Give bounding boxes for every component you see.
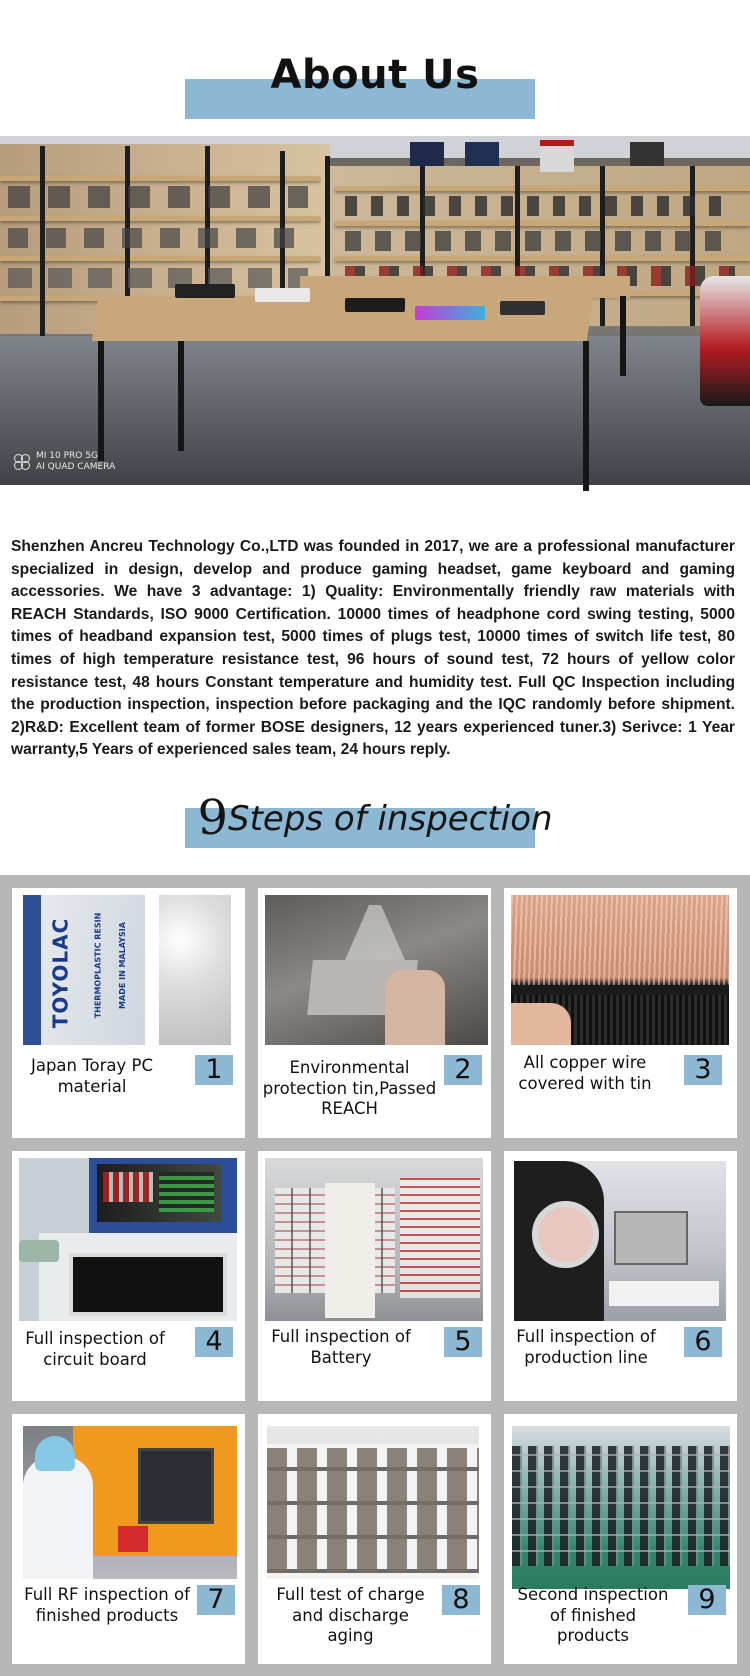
- step-number-2: 2: [444, 1055, 482, 1085]
- soldering-tin-photo: [265, 895, 488, 1045]
- rf-inspection-photo: [23, 1426, 237, 1579]
- watermark-model: MI 10 PRO 5G: [36, 451, 98, 461]
- step-number-5: 5: [444, 1327, 482, 1357]
- step-card-2: [258, 888, 491, 1138]
- showroom-photo: [0, 136, 750, 485]
- step-number-4: 4: [195, 1327, 233, 1357]
- step-card-4: [12, 1151, 245, 1401]
- step-number-7: 7: [197, 1585, 235, 1615]
- step-caption-6: Full inspection of production line: [516, 1327, 656, 1367]
- resin-bag-photo: [14, 895, 145, 1045]
- step-card-8: [258, 1414, 491, 1664]
- step-caption-4: Full inspection of circuit board: [25, 1329, 165, 1369]
- step-caption-3: All copper wire covered with tin: [518, 1053, 652, 1093]
- step-number-6: 6: [684, 1327, 722, 1357]
- bag-resin-text: THERMOPLASTIC RESIN: [93, 912, 103, 1019]
- steps-title-number: 9: [197, 790, 228, 846]
- step-card-5: [258, 1151, 491, 1401]
- resin-pellets-photo: [159, 895, 231, 1045]
- step-caption-5: Full inspection of Battery: [271, 1327, 411, 1367]
- circuit-board-tester-photo: [19, 1158, 237, 1321]
- step-number-3: 3: [684, 1055, 722, 1085]
- step-number-9: 9: [688, 1585, 726, 1615]
- step-number-1: 1: [195, 1055, 233, 1085]
- camera-watermark: [14, 451, 115, 473]
- step-card-6: [504, 1151, 737, 1401]
- steps-title-text: Steps of inspection: [228, 799, 553, 839]
- step-caption-2: Environmental protection tin,Passed REACH: [262, 1058, 437, 1118]
- step-card-3: [504, 888, 737, 1138]
- production-line-photo: [514, 1161, 726, 1321]
- bag-brand-text: TORAY: [14, 1001, 26, 1040]
- step-card-9: [504, 1414, 737, 1664]
- about-title: About Us: [270, 52, 480, 98]
- bag-origin-text: MADE IN MALAYSIA: [117, 922, 127, 1009]
- company-description: Shenzhen Ancreu Technology Co.,LTD was founded in 2017, we are a professional manufacturer specialized in design, develop and produce gaming headset, game keyboard and gaming accessories. We have 3 advantage: 1) Quality: Environmentally friendly raw materials with REACH Standards, ISO 9000 Certification. 10000 times of headphone cord swing testing, 5000 times of headband expansion test, 5000 times of plugs test, 10000 times of switch life test, 80 times of high temperature resistance test, 96 hours of sound test, 72 hours of yellow color resistance test, 48 hours Constant temperature and humidity test. Full QC Inspection including the production inspection, inspection before packaging and the IQC randomly before shipment. 2)R&D: Excellent team of former BOSE designers, 12 years experienced tuner.3) Serivce: 1 Year warranty,5 Years of experienced sales team, 24 hours reply.: [11, 538, 735, 759]
- step-card-1: [12, 888, 245, 1138]
- copper-wire-photo: [511, 895, 729, 1045]
- finished-products-photo: [512, 1426, 730, 1589]
- battery-testers-photo: [265, 1158, 483, 1321]
- step-caption-7: Full RF inspection of finished products: [24, 1585, 190, 1625]
- step-caption-8: Full test of charge and discharge aging: [276, 1585, 425, 1645]
- bag-product-text: TOYOLAC: [48, 917, 73, 1029]
- step-caption-9: Second inspection of finished products: [517, 1585, 669, 1645]
- camera-logo-icon: [14, 454, 30, 470]
- step-card-7: [12, 1414, 245, 1664]
- step-caption-1: Japan Toray PC material: [30, 1056, 153, 1096]
- aging-test-photo: [267, 1426, 479, 1579]
- step-number-8: 8: [442, 1585, 480, 1615]
- steps-title: [0, 790, 750, 846]
- watermark-camera: AI QUAD CAMERA: [36, 462, 116, 472]
